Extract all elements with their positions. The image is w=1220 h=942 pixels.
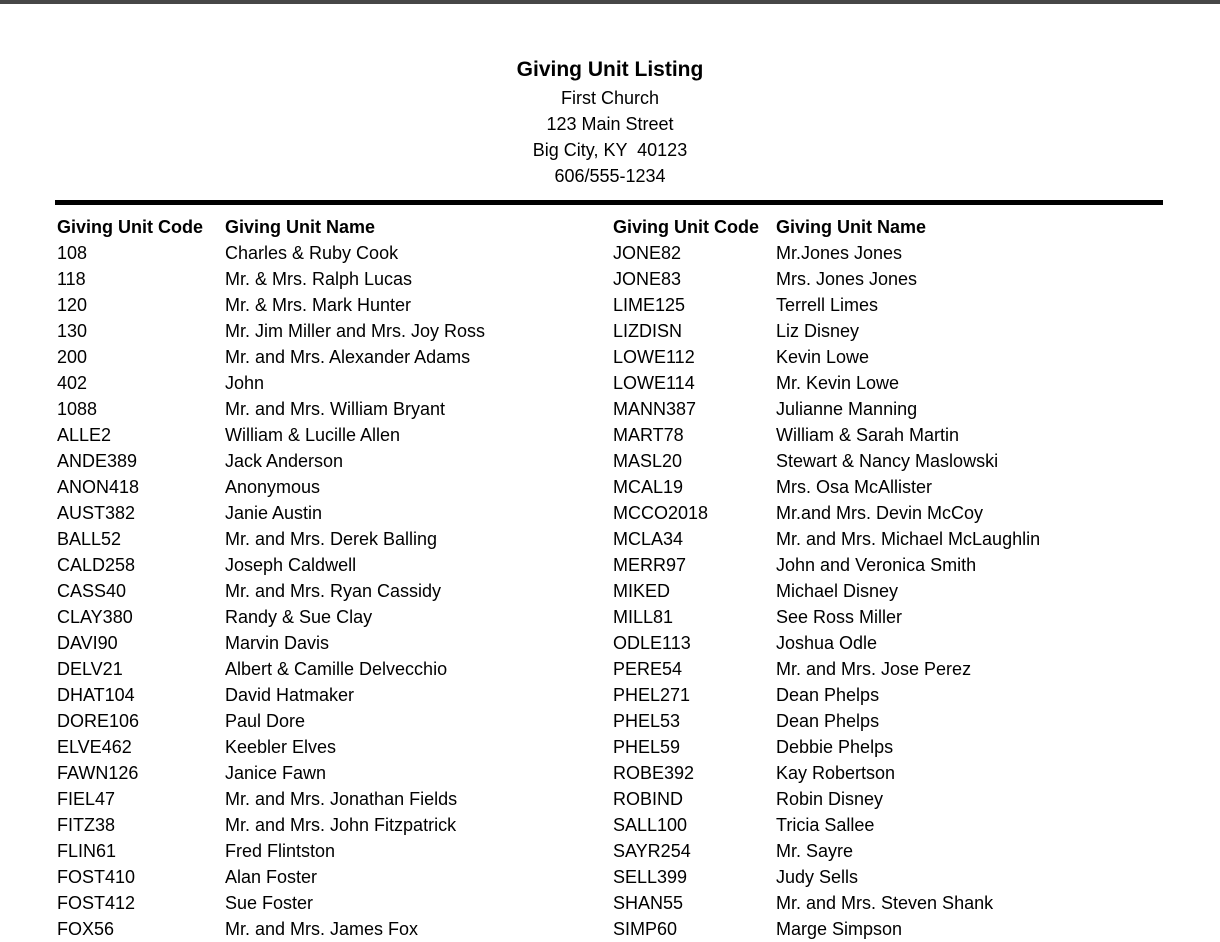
table-row: [613, 552, 1040, 578]
giving-unit-code-cell: 130: [57, 320, 88, 341]
table-row: [613, 890, 1040, 916]
table-row: [57, 682, 485, 708]
phone-number: 606/555-1234: [554, 166, 666, 186]
giving-unit-name-cell: Mr. and Mrs. Jonathan Fields: [225, 788, 458, 809]
header-divider-rule: [55, 200, 1163, 205]
table-row: [613, 370, 1040, 396]
table-row: [613, 422, 1040, 448]
giving-unit-code-cell: JONE83: [613, 268, 682, 289]
giving-unit-code-cell: SALL100: [613, 814, 688, 835]
table-row: [57, 318, 485, 344]
giving-unit-code-cell: FOST412: [57, 892, 136, 913]
table-row: [57, 526, 485, 552]
giving-unit-name-cell: Mr. & Mrs. Ralph Lucas: [225, 268, 413, 289]
giving-unit-name-cell: Paul Dore: [225, 710, 306, 731]
giving-unit-code-cell: JONE82: [613, 242, 682, 263]
giving-unit-name-cell: Albert & Camille Delvecchio: [225, 658, 448, 679]
table-row: [613, 630, 1040, 656]
table-row: [57, 812, 485, 838]
table-row: [613, 344, 1040, 370]
giving-unit-name-cell: Liz Disney: [776, 320, 860, 341]
giving-unit-name-cell: Anonymous: [225, 476, 321, 497]
giving-unit-code-cell: DAVI90: [57, 632, 118, 653]
giving-unit-name-cell: Marvin Davis: [225, 632, 330, 653]
table-row: [613, 604, 1040, 630]
giving-unit-code-cell: DHAT104: [57, 684, 135, 705]
table-row: [613, 786, 1040, 812]
giving-unit-name-cell: Mr. & Mrs. Mark Hunter: [225, 294, 412, 315]
giving-unit-name-cell: Mrs. Jones Jones: [776, 268, 918, 289]
giving-unit-code-cell: FOST410: [57, 866, 136, 887]
table-row: [57, 266, 485, 292]
giving-unit-code-cell: LOWE112: [613, 346, 695, 367]
giving-unit-name-cell: David Hatmaker: [225, 684, 355, 705]
table-row: [57, 760, 485, 786]
giving-unit-code-cell: SAYR254: [613, 840, 691, 861]
giving-unit-name-cell: Sue Foster: [225, 892, 314, 913]
giving-unit-code-cell: FLIN61: [57, 840, 117, 861]
report-header: [0, 55, 1220, 189]
column-header-giving-unit-code: Giving Unit Code: [613, 216, 759, 237]
giving-unit-code-cell: LIZDISN: [613, 320, 683, 341]
table-row: [57, 500, 485, 526]
giving-unit-name-cell: Mr. Kevin Lowe: [776, 372, 900, 393]
giving-unit-code-cell: ANON418: [57, 476, 140, 497]
giving-unit-code-cell: PHEL271: [613, 684, 691, 705]
table-row: [613, 318, 1040, 344]
giving-unit-name-cell: Randy & Sue Clay: [225, 606, 373, 627]
giving-unit-code-cell: MASL20: [613, 450, 683, 471]
giving-unit-name-cell: Mr. and Mrs. James Fox: [225, 918, 419, 939]
giving-unit-name-cell: Joshua Odle: [776, 632, 878, 653]
giving-unit-name-cell: Terrell Limes: [776, 294, 879, 315]
giving-unit-code-cell: MART78: [613, 424, 684, 445]
giving-unit-code-cell: MANN387: [613, 398, 697, 419]
table-row: [613, 500, 1040, 526]
giving-unit-name-cell: Kay Robertson: [776, 762, 896, 783]
giving-unit-code-cell: DORE106: [57, 710, 140, 731]
giving-unit-name-cell: Charles & Ruby Cook: [225, 242, 399, 263]
giving-unit-code-cell: ODLE113: [613, 632, 691, 653]
table-row: [57, 890, 485, 916]
giving-unit-code-cell: MILL81: [613, 606, 674, 627]
giving-unit-name-cell: Marge Simpson: [776, 918, 903, 939]
table-row: [613, 240, 1040, 266]
table-row: [57, 552, 485, 578]
table-row: [57, 708, 485, 734]
giving-unit-code-cell: SELL399: [613, 866, 688, 887]
page-title: Giving Unit Listing: [516, 58, 704, 81]
table-row: [57, 604, 485, 630]
table-row: [613, 526, 1040, 552]
giving-unit-code-cell: FAWN126: [57, 762, 139, 783]
giving-unit-code-cell: LIME125: [613, 294, 686, 315]
giving-unit-name-cell: Kevin Lowe: [776, 346, 870, 367]
giving-unit-name-cell: Mr.and Mrs. Devin McCoy: [776, 502, 984, 523]
giving-unit-name-cell: Janice Fawn: [225, 762, 327, 783]
giving-unit-code-cell: LOWE114: [613, 372, 695, 393]
giving-unit-code-cell: ELVE462: [57, 736, 132, 757]
giving-unit-code-cell: DELV21: [57, 658, 123, 679]
giving-unit-code-cell: 1088: [57, 398, 98, 419]
giving-unit-name-cell: Mr. and Mrs. Steven Shank: [776, 892, 994, 913]
giving-unit-name-cell: Mrs. Osa McAllister: [776, 476, 933, 497]
giving-unit-name-cell: Julianne Manning: [776, 398, 918, 419]
table-row: [57, 838, 485, 864]
table-row: [613, 448, 1040, 474]
giving-unit-name-cell: Mr.Jones Jones: [776, 242, 903, 263]
giving-unit-code-cell: PHEL53: [613, 710, 681, 731]
organization-name: First Church: [560, 88, 659, 108]
city-state-zip-line: Big City, KY 40123: [532, 140, 688, 160]
giving-unit-name-cell: Stewart & Nancy Maslowski: [776, 450, 999, 471]
giving-unit-code-cell: MCAL19: [613, 476, 684, 497]
giving-unit-code-cell: 108: [57, 242, 88, 263]
giving-unit-name-cell: Jack Anderson: [225, 450, 344, 471]
giving-unit-name-cell: William & Sarah Martin: [776, 424, 960, 445]
giving-unit-code-cell: PHEL59: [613, 736, 681, 757]
giving-unit-name-cell: Dean Phelps: [776, 710, 880, 731]
table-row: [57, 292, 485, 318]
giving-unit-code-cell: ROBE392: [613, 762, 695, 783]
table-row: [613, 292, 1040, 318]
table-row: [613, 578, 1040, 604]
table-row: [57, 656, 485, 682]
giving-unit-name-cell: Debbie Phelps: [776, 736, 894, 757]
table-row: [57, 240, 485, 266]
table-row: [57, 578, 485, 604]
table-row: [613, 734, 1040, 760]
table-row: [613, 916, 1040, 942]
giving-unit-name-cell: Mr. Jim Miller and Mrs. Joy Ross: [225, 320, 486, 341]
giving-unit-name-cell: Joseph Caldwell: [225, 554, 357, 575]
table-row: [613, 838, 1040, 864]
giving-unit-name-cell: Robin Disney: [776, 788, 884, 809]
giving-unit-name-cell: Tricia Sallee: [776, 814, 875, 835]
giving-unit-code-cell: 200: [57, 346, 88, 367]
table-row: [57, 474, 485, 500]
giving-unit-code-cell: 402: [57, 372, 88, 393]
table-header-row: [613, 214, 1040, 240]
giving-unit-code-cell: 120: [57, 294, 88, 315]
column-header-giving-unit-code: Giving Unit Code: [57, 216, 203, 237]
giving-unit-code-cell: AUST382: [57, 502, 136, 523]
giving-unit-code-cell: FITZ38: [57, 814, 116, 835]
giving-unit-code-cell: ALLE2: [57, 424, 112, 445]
giving-unit-name-cell: John and Veronica Smith: [776, 554, 977, 575]
giving-unit-name-cell: Mr. and Mrs. Alexander Adams: [225, 346, 471, 367]
giving-unit-code-cell: FIEL47: [57, 788, 116, 809]
table-row: [613, 708, 1040, 734]
table-row: [57, 344, 485, 370]
giving-unit-name-cell: Mr. and Mrs. William Bryant: [225, 398, 446, 419]
address-line: 123 Main Street: [546, 114, 674, 134]
giving-unit-code-cell: CLAY380: [57, 606, 133, 627]
giving-unit-name-cell: Mr. and Mrs. Michael McLaughlin: [776, 528, 1041, 549]
table-row: [613, 812, 1040, 838]
table-row: [57, 734, 485, 760]
table-row: [57, 864, 485, 890]
giving-unit-table-left: [57, 214, 485, 942]
giving-unit-name-cell: Alan Foster: [225, 866, 318, 887]
giving-unit-name-cell: William & Lucille Allen: [225, 424, 401, 445]
giving-unit-name-cell: John: [225, 372, 265, 393]
giving-unit-code-cell: PERE54: [613, 658, 683, 679]
giving-unit-code-cell: SHAN55: [613, 892, 684, 913]
giving-unit-code-cell: FOX56: [57, 918, 115, 939]
giving-unit-code-cell: CASS40: [57, 580, 127, 601]
giving-unit-code-cell: ANDE389: [57, 450, 138, 471]
giving-unit-table-right: [613, 214, 1040, 942]
giving-unit-name-cell: Janie Austin: [225, 502, 323, 523]
giving-unit-code-cell: MCCO2018: [613, 502, 709, 523]
table-row: [57, 916, 485, 942]
giving-unit-code-cell: ROBIND: [613, 788, 684, 809]
table-row: [613, 760, 1040, 786]
table-row: [57, 370, 485, 396]
table-row: [57, 422, 485, 448]
giving-unit-code-cell: MCLA34: [613, 528, 684, 549]
giving-unit-name-cell: Mr. Sayre: [776, 840, 854, 861]
giving-unit-code-cell: 118: [57, 268, 86, 289]
giving-unit-name-cell: Mr. and Mrs. Derek Balling: [225, 528, 438, 549]
table-row: [613, 474, 1040, 500]
giving-unit-code-cell: MIKED: [613, 580, 671, 601]
giving-unit-code-cell: MERR97: [613, 554, 687, 575]
column-header-giving-unit-name: Giving Unit Name: [225, 216, 376, 237]
table-row: [57, 448, 485, 474]
giving-unit-name-cell: Dean Phelps: [776, 684, 880, 705]
table-row: [57, 396, 485, 422]
table-row: [613, 682, 1040, 708]
table-row: [613, 396, 1040, 422]
table-row: [613, 864, 1040, 890]
giving-unit-name-cell: See Ross Miller: [776, 606, 903, 627]
giving-unit-code-cell: CALD258: [57, 554, 136, 575]
table-row: [57, 786, 485, 812]
table-rows-right: [613, 240, 1040, 942]
giving-unit-name-cell: Michael Disney: [776, 580, 899, 601]
giving-unit-name-cell: Judy Sells: [776, 866, 859, 887]
giving-unit-name-cell: Fred Flintston: [225, 840, 336, 861]
giving-unit-name-cell: Mr. and Mrs. Ryan Cassidy: [225, 580, 442, 601]
giving-unit-code-cell: BALL52: [57, 528, 122, 549]
giving-unit-code-cell: SIMP60: [613, 918, 678, 939]
table-row: [57, 630, 485, 656]
column-header-giving-unit-name: Giving Unit Name: [776, 216, 927, 237]
table-rows-left: [57, 240, 485, 942]
table-row: [613, 266, 1040, 292]
giving-unit-name-cell: Mr. and Mrs. Jose Perez: [776, 658, 972, 679]
giving-unit-name-cell: Mr. and Mrs. John Fitzpatrick: [225, 814, 457, 835]
table-header-row: [57, 214, 485, 240]
top-border-bar: [0, 0, 1220, 4]
table-row: [613, 656, 1040, 682]
giving-unit-name-cell: Keebler Elves: [225, 736, 337, 757]
